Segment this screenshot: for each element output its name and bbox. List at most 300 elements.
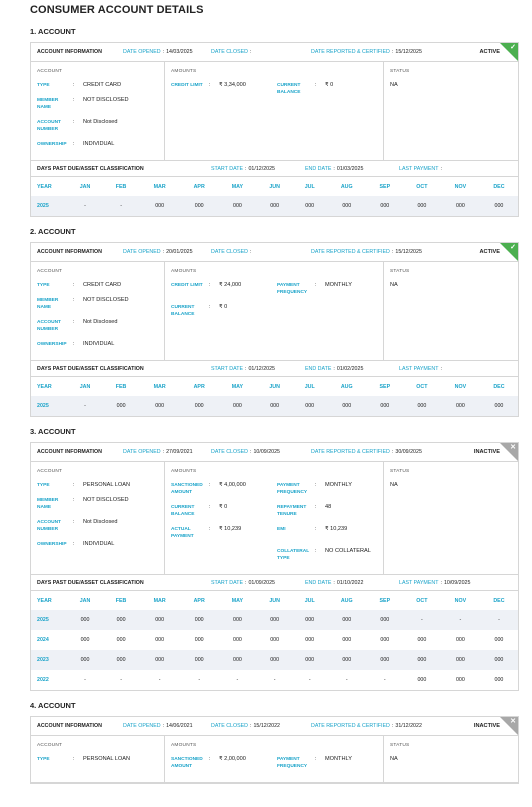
field-label: CREDIT LIMIT <box>171 283 203 288</box>
dpd-cell: 000 <box>403 396 441 416</box>
dpd-cell: 000 <box>218 396 256 416</box>
field-row <box>37 141 158 148</box>
status-column-heading: STATUS <box>390 69 410 74</box>
colon: : <box>73 541 75 547</box>
account-info-title: ACCOUNT INFORMATION <box>37 723 102 729</box>
dpd-cell: 000 <box>103 610 139 630</box>
account-info-title: ACCOUNT INFORMATION <box>37 249 102 255</box>
field-label: SANCTIONED AMOUNT <box>171 483 203 495</box>
field-label: TYPE <box>37 483 50 488</box>
dpd-column-header: JAN <box>67 377 103 396</box>
field-label: DATE CLOSED <box>211 723 248 729</box>
amounts-column <box>165 62 384 160</box>
field-value: NOT DISCLOSED <box>83 497 129 503</box>
account-column <box>31 462 165 574</box>
dpd-cell: 000 <box>218 630 256 650</box>
field-value: 27/09/2021 <box>166 449 193 455</box>
account-heading: 1. ACCOUNT <box>30 27 76 36</box>
dpd-cell: 000 <box>257 196 293 216</box>
field-label: TYPE <box>37 83 50 88</box>
account-card <box>30 242 519 417</box>
field-value: ₹ 0 <box>325 82 334 88</box>
field-label: LAST PAYMENT <box>399 365 439 372</box>
dpd-cell: 000 <box>367 610 403 630</box>
field-row <box>171 756 277 770</box>
field-label: DATE REPORTED & CERTIFIED <box>311 449 390 455</box>
dpd-cell: 000 <box>103 396 139 416</box>
field-label: MEMBER NAME <box>37 298 59 310</box>
dpd-cell: - <box>139 670 180 690</box>
field-label: DATE REPORTED & CERTIFIED <box>311 49 390 55</box>
colon: : <box>333 365 335 372</box>
field-value: 31/12/2022 <box>395 723 422 729</box>
info-segment <box>123 449 211 455</box>
colon: : <box>440 579 442 586</box>
dpd-cell: 2025 <box>31 396 67 416</box>
colon: : <box>315 548 317 554</box>
dpd-row <box>31 650 518 670</box>
account-column <box>31 736 165 782</box>
dpd-row <box>31 610 518 630</box>
dpd-cell: - <box>403 610 441 630</box>
close-icon: ✕ <box>510 718 516 725</box>
colon: : <box>250 723 252 729</box>
colon: : <box>73 297 75 303</box>
dpd-cell: 000 <box>480 630 518 650</box>
dpd-cell: 000 <box>480 196 518 216</box>
field-row <box>37 756 158 763</box>
dpd-column-header: NOV <box>441 591 480 610</box>
info-segment <box>211 366 305 372</box>
field-row <box>171 504 277 518</box>
dpd-column-header: DEC <box>480 177 518 196</box>
field-row <box>277 548 383 562</box>
dpd-cell: 000 <box>180 396 218 416</box>
info-segment <box>211 166 305 172</box>
account-heading: 3. ACCOUNT <box>30 427 76 436</box>
colon: : <box>209 526 211 532</box>
status-badge: INACTIVE <box>473 449 500 455</box>
info-segment <box>211 723 311 729</box>
field-value: CREDIT CARD <box>83 82 122 88</box>
field-label: CURRENT BALANCE <box>171 505 195 517</box>
info-segment <box>211 249 311 255</box>
dpd-column-header: JUL <box>293 591 327 610</box>
field-label: DATE CLOSED <box>211 249 248 255</box>
dpd-cell: 000 <box>180 630 218 650</box>
check-icon: ✓ <box>510 44 516 51</box>
colon: : <box>162 249 165 255</box>
dpd-header-row <box>31 377 518 396</box>
field-value: 48 <box>325 504 332 510</box>
colon: : <box>73 141 75 147</box>
colon: : <box>73 282 75 288</box>
info-segment <box>311 723 422 729</box>
status-badge: INACTIVE <box>473 723 500 729</box>
dpd-column-header: AUG <box>327 377 367 396</box>
field-row <box>37 282 158 289</box>
field-label: TYPE <box>37 757 50 762</box>
dpd-cell: 000 <box>403 650 441 670</box>
dpd-cell: 000 <box>139 650 180 670</box>
dpd-cell: 000 <box>180 650 218 670</box>
dpd-cell: 2024 <box>31 630 67 650</box>
dpd-cell: - <box>67 396 103 416</box>
colon: : <box>73 497 75 503</box>
field-value: MONTHLY <box>325 482 352 488</box>
status-badge: ACTIVE <box>479 249 500 255</box>
dpd-cell: 000 <box>327 650 367 670</box>
field-label: OWNERSHIP <box>37 542 67 547</box>
amounts-column-heading: AMOUNTS <box>171 69 197 74</box>
dpd-column-header: OCT <box>403 377 441 396</box>
colon: : <box>250 449 252 455</box>
info-segment <box>399 366 444 372</box>
dpd-column-header: JUN <box>257 177 293 196</box>
field-label: PAYMENT FREQUENCY <box>277 483 308 495</box>
status-column-heading: STATUS <box>390 469 410 474</box>
dpd-column-header: OCT <box>403 177 441 196</box>
field-row <box>171 526 277 540</box>
field-value: 01/09/2025 <box>248 579 275 586</box>
field-row <box>277 526 383 540</box>
field-value: 30/09/2025 <box>395 449 422 455</box>
account-detail <box>31 62 518 161</box>
colon: : <box>315 282 317 288</box>
status-column <box>384 62 518 160</box>
field-value: 14/06/2021 <box>166 723 193 729</box>
colon: : <box>73 519 75 525</box>
field-label: END DATE <box>305 579 332 586</box>
status-column <box>384 462 518 574</box>
status-value: NA <box>390 756 398 762</box>
field-value: 01/12/2025 <box>248 165 275 172</box>
amounts-grid <box>171 282 377 326</box>
dpd-cell: 000 <box>367 650 403 670</box>
colon: : <box>244 365 247 372</box>
account-card <box>30 716 519 784</box>
dpd-cell: 000 <box>139 396 180 416</box>
field-value: ₹ 2,00,000 <box>219 756 246 762</box>
dpd-column-header: AUG <box>327 591 367 610</box>
field-value: MONTHLY <box>325 756 352 762</box>
dpd-cell: 2022 <box>31 670 67 690</box>
field-row <box>171 82 277 96</box>
dpd-cell: - <box>67 196 103 216</box>
dpd-column-header: OCT <box>403 591 441 610</box>
dpd-row <box>31 670 518 690</box>
account-info-title: ACCOUNT INFORMATION <box>37 49 102 55</box>
field-label: DATE OPENED <box>123 249 161 255</box>
colon: : <box>209 504 211 510</box>
dpd-cell: 000 <box>139 196 180 216</box>
info-segment <box>311 449 422 455</box>
field-row <box>37 482 158 489</box>
colon: : <box>333 165 335 172</box>
dpd-cell: 000 <box>441 650 480 670</box>
field-row <box>277 756 383 770</box>
dpd-cell: - <box>103 196 139 216</box>
field-row <box>37 319 158 333</box>
dpd-cell: - <box>293 670 327 690</box>
status-column <box>384 262 518 360</box>
dpd-table <box>31 177 518 216</box>
field-label: END DATE <box>305 165 332 172</box>
field-row <box>37 297 158 311</box>
account-card <box>30 442 519 691</box>
dpd-cell: - <box>103 670 139 690</box>
field-value: ₹ 0 <box>219 504 228 510</box>
dpd-header-row <box>31 177 518 196</box>
status-column <box>384 736 518 782</box>
field-value: ₹ 0 <box>219 304 228 310</box>
dpd-column-header: NOV <box>441 177 480 196</box>
field-value: NO COLLATERAL <box>325 548 371 554</box>
account-column <box>31 262 165 360</box>
amounts-column-heading: AMOUNTS <box>171 743 197 748</box>
status-value: NA <box>390 282 398 288</box>
colon: : <box>315 756 317 762</box>
dpd-column-header: MAR <box>139 591 180 610</box>
field-value: 15/12/2022 <box>253 723 280 729</box>
account-column <box>31 62 165 160</box>
account-info-bar <box>31 717 518 736</box>
field-row <box>37 341 158 348</box>
dpd-cell: - <box>480 610 518 630</box>
dpd-column-header: MAR <box>139 177 180 196</box>
field-value: 01/03/2025 <box>336 165 364 172</box>
dpd-column-header: YEAR <box>31 377 67 396</box>
dpd-cell: 000 <box>180 196 218 216</box>
dpd-cell: 000 <box>218 610 256 630</box>
dpd-column-header: AUG <box>327 177 367 196</box>
field-row <box>277 504 383 518</box>
field-row <box>37 541 158 548</box>
field-label: COLLATERAL TYPE <box>277 549 310 561</box>
dpd-cell: 000 <box>441 196 480 216</box>
info-segment <box>123 49 211 55</box>
dpd-cell: 000 <box>403 670 441 690</box>
dpd-cell: 000 <box>403 630 441 650</box>
dpd-column-header: JAN <box>67 591 103 610</box>
field-row <box>37 119 158 133</box>
field-value: ₹ 10,239 <box>325 526 348 532</box>
dpd-cell: - <box>180 670 218 690</box>
field-label: DATE REPORTED & CERTIFIED <box>311 249 390 255</box>
field-label: PAYMENT FREQUENCY <box>277 283 308 295</box>
account-section <box>0 701 532 784</box>
field-value: Not Disclosed <box>83 119 118 125</box>
info-segment <box>123 723 211 729</box>
info-segment <box>211 49 311 55</box>
colon: : <box>244 165 247 172</box>
field-value: Not Disclosed <box>83 319 118 325</box>
colon: : <box>391 49 394 55</box>
dpd-cell: 000 <box>293 396 327 416</box>
account-detail <box>31 462 518 575</box>
colon: : <box>162 723 165 729</box>
dpd-column-header: JAN <box>67 177 103 196</box>
dpd-cell: 000 <box>67 610 103 630</box>
status-badge: ACTIVE <box>479 49 500 55</box>
field-row <box>277 282 383 296</box>
dpd-cell: 000 <box>293 630 327 650</box>
colon: : <box>73 119 75 125</box>
amounts-grid <box>171 82 377 104</box>
colon: : <box>209 82 211 88</box>
colon: : <box>73 82 75 88</box>
dpd-title: DAYS PAST DUE/ASSET CLASSIFICATION <box>37 165 144 172</box>
dpd-cell: 000 <box>139 610 180 630</box>
dpd-column-header: YEAR <box>31 177 67 196</box>
colon: : <box>315 482 317 488</box>
field-row <box>171 282 277 296</box>
dpd-cell: 000 <box>327 196 367 216</box>
field-label: SANCTIONED AMOUNT <box>171 757 203 769</box>
field-value: ₹ 10,239 <box>219 526 242 532</box>
field-label: START DATE <box>211 365 243 372</box>
dpd-cell: 2025 <box>31 196 67 216</box>
account-column-heading: ACCOUNT <box>37 469 63 474</box>
field-value: CREDIT CARD <box>83 282 122 288</box>
dpd-column-header: DEC <box>480 591 518 610</box>
account-info-bar <box>31 243 518 262</box>
amounts-column <box>165 736 384 782</box>
page-title: CONSUMER ACCOUNT DETAILS <box>30 4 204 16</box>
check-icon: ✓ <box>510 244 516 251</box>
amounts-grid <box>171 482 377 570</box>
field-value: PERSONAL LOAN <box>83 756 131 762</box>
field-label: OWNERSHIP <box>37 142 67 147</box>
dpd-cell: - <box>67 670 103 690</box>
field-label: CURRENT BALANCE <box>277 83 301 95</box>
field-value: 01/12/2025 <box>248 365 275 372</box>
dpd-column-header: FEB <box>103 591 139 610</box>
account-info-title: ACCOUNT INFORMATION <box>37 449 102 455</box>
dpd-column-header: SEP <box>367 177 403 196</box>
field-label: REPAYMENT TENURE <box>277 505 307 517</box>
field-label: LAST PAYMENT <box>399 165 439 172</box>
colon: : <box>162 449 165 455</box>
field-label: MEMBER NAME <box>37 98 59 110</box>
field-label: CREDIT LIMIT <box>171 83 203 88</box>
dpd-row <box>31 630 518 650</box>
dpd-cell: 000 <box>293 610 327 630</box>
dpd-cell: 000 <box>367 396 403 416</box>
account-column-heading: ACCOUNT <box>37 743 63 748</box>
colon: : <box>440 165 442 172</box>
close-icon: ✕ <box>510 444 516 451</box>
field-label: ACCOUNT NUMBER <box>37 320 61 332</box>
info-segment <box>311 49 422 55</box>
dpd-cell: 2023 <box>31 650 67 670</box>
info-segment <box>305 166 399 172</box>
dpd-header-row <box>31 591 518 610</box>
status-value: NA <box>390 482 398 488</box>
dpd-column-header: JUL <box>293 177 327 196</box>
field-row <box>277 482 383 496</box>
dpd-title: DAYS PAST DUE/ASSET CLASSIFICATION <box>37 579 144 586</box>
field-label: PAYMENT FREQUENCY <box>277 757 308 769</box>
dpd-cell: - <box>367 670 403 690</box>
dpd-column-header: MAY <box>218 177 256 196</box>
dpd-column-header: DEC <box>480 377 518 396</box>
field-row <box>37 82 158 89</box>
field-row <box>37 497 158 511</box>
dpd-column-header: JUL <box>293 377 327 396</box>
field-value: 01/10/2022 <box>336 579 364 586</box>
field-value: NOT DISCLOSED <box>83 97 129 103</box>
dpd-cell: 000 <box>480 670 518 690</box>
dpd-cell: 000 <box>480 650 518 670</box>
account-column-heading: ACCOUNT <box>37 269 63 274</box>
dpd-title: DAYS PAST DUE/ASSET CLASSIFICATION <box>37 365 144 372</box>
field-value: INDIVIDUAL <box>83 341 115 347</box>
account-section <box>0 227 532 417</box>
colon: : <box>73 341 75 347</box>
field-value: 10/09/2025 <box>253 449 280 455</box>
account-detail <box>31 736 518 783</box>
field-label: TYPE <box>37 283 50 288</box>
colon: : <box>209 482 211 488</box>
field-value: 14/03/2025 <box>166 49 193 55</box>
field-value: 10/09/2025 <box>443 579 471 586</box>
dpd-column-header: YEAR <box>31 591 67 610</box>
field-value: INDIVIDUAL <box>83 141 115 147</box>
dpd-cell: 000 <box>103 630 139 650</box>
dpd-cell: 000 <box>139 630 180 650</box>
field-value: 15/12/2025 <box>395 249 422 255</box>
field-label: ACCOUNT NUMBER <box>37 520 61 532</box>
account-column-heading: ACCOUNT <box>37 69 63 74</box>
field-value: PERSONAL LOAN <box>83 482 131 488</box>
dpd-bar <box>31 161 518 177</box>
dpd-column-header: APR <box>180 377 218 396</box>
field-value: MONTHLY <box>325 282 352 288</box>
field-value: ₹ 24,000 <box>219 282 242 288</box>
field-label: ACCOUNT NUMBER <box>37 120 61 132</box>
amounts-column <box>165 262 384 360</box>
colon: : <box>73 97 75 103</box>
dpd-table <box>31 591 518 690</box>
colon: : <box>250 249 252 255</box>
dpd-cell: 000 <box>257 396 293 416</box>
info-segment <box>211 449 311 455</box>
field-row <box>171 482 277 496</box>
field-label: START DATE <box>211 165 243 172</box>
dpd-bar <box>31 361 518 377</box>
accounts-list <box>0 27 532 784</box>
colon: : <box>315 82 317 88</box>
dpd-cell: - <box>218 670 256 690</box>
colon: : <box>73 482 75 488</box>
dpd-row <box>31 196 518 216</box>
field-label: START DATE <box>211 579 243 586</box>
field-label: DATE OPENED <box>123 449 161 455</box>
colon: : <box>244 579 247 586</box>
field-label: DATE OPENED <box>123 723 161 729</box>
status-column-heading: STATUS <box>390 269 410 274</box>
amounts-grid <box>171 756 377 778</box>
dpd-cell: 000 <box>103 650 139 670</box>
colon: : <box>333 579 335 586</box>
colon: : <box>209 756 211 762</box>
dpd-cell: 000 <box>293 650 327 670</box>
field-label: DATE REPORTED & CERTIFIED <box>311 723 390 729</box>
field-label: CURRENT BALANCE <box>171 305 195 317</box>
dpd-cell: 000 <box>480 396 518 416</box>
field-value: INDIVIDUAL <box>83 541 115 547</box>
